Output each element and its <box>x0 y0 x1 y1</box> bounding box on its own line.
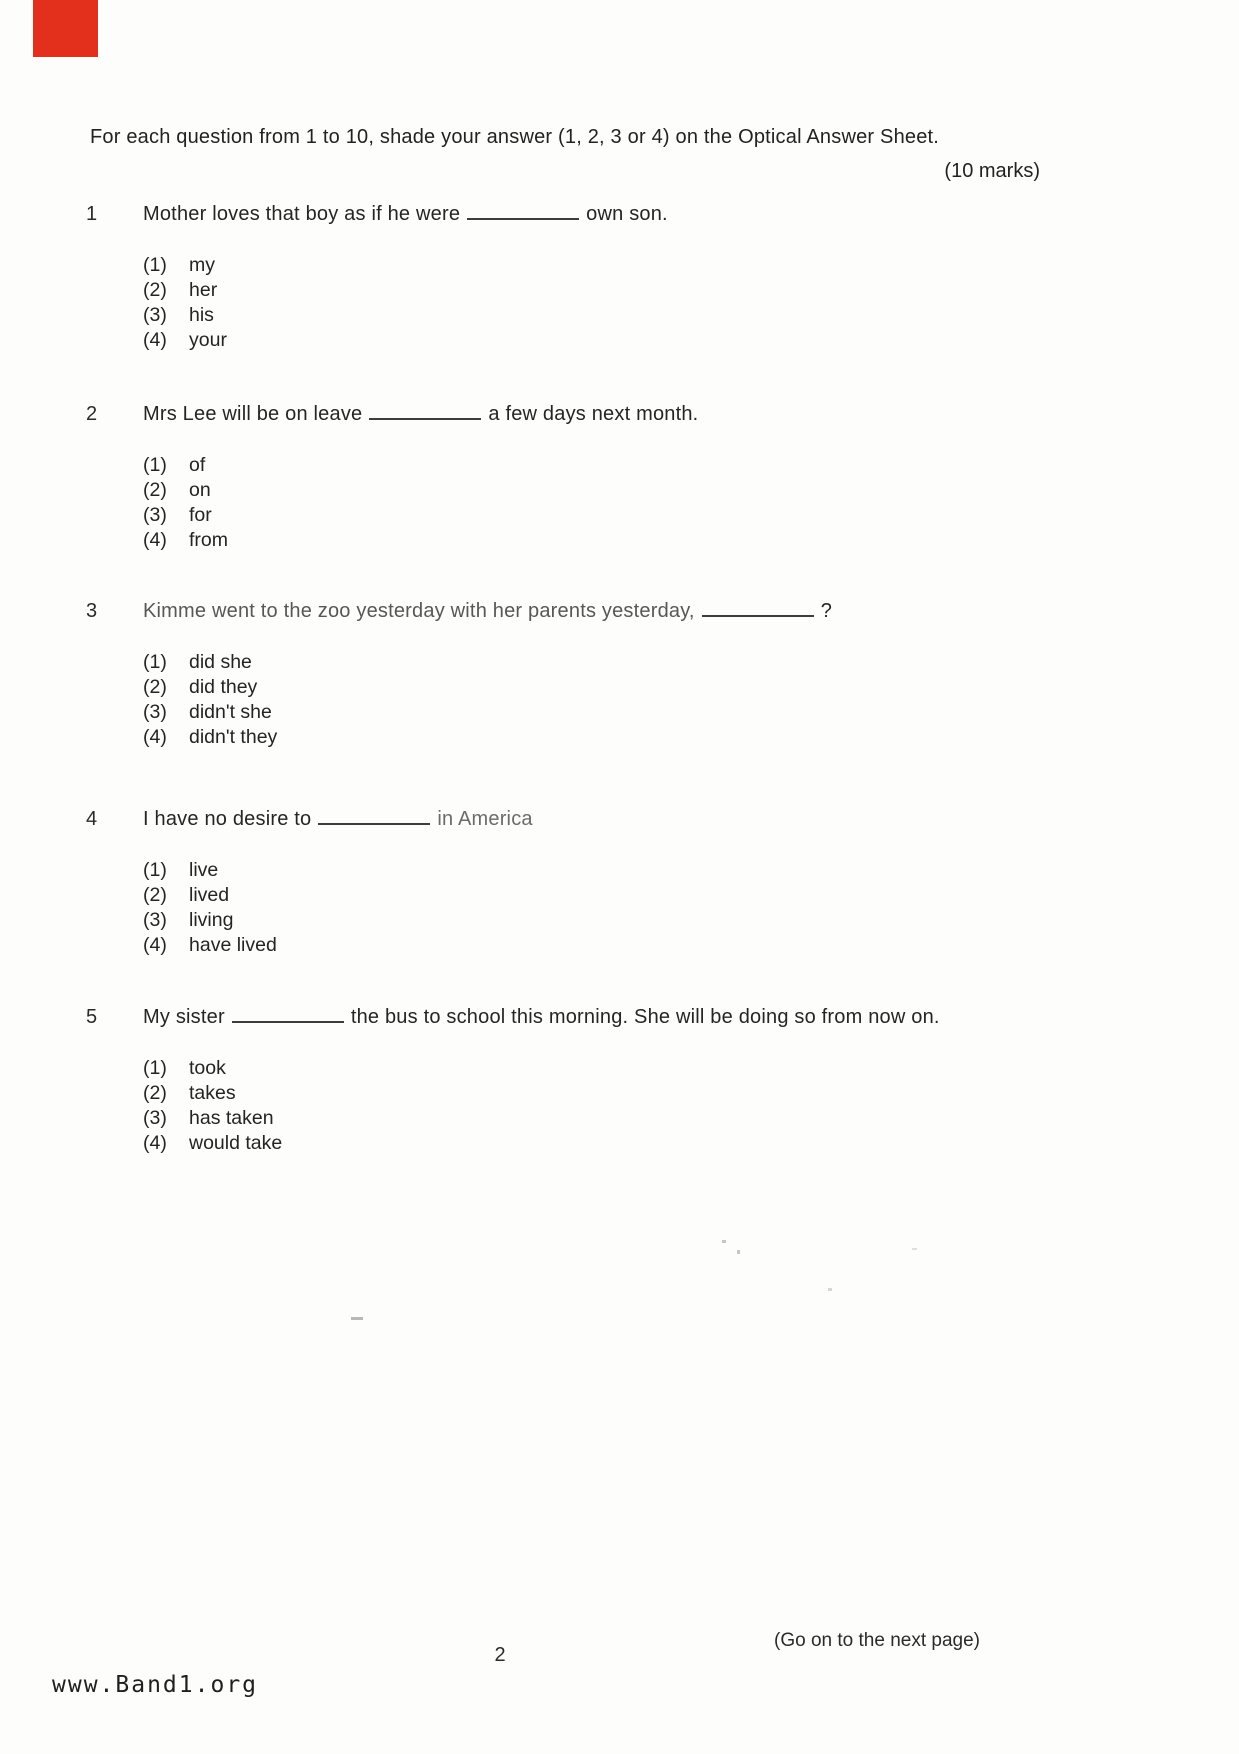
question-text-after: own son. <box>586 203 668 225</box>
option-text: from <box>189 529 228 551</box>
question-text <box>143 600 832 623</box>
option-row <box>143 503 1176 528</box>
question-number: 5 <box>86 1006 98 1028</box>
option-text: did she <box>189 651 252 673</box>
answer-blank <box>232 1018 344 1023</box>
option-text: would take <box>189 1132 283 1154</box>
scan-speck <box>828 1288 832 1291</box>
options-list <box>143 253 1176 353</box>
question-text-before: Mrs Lee will be on leave <box>143 403 363 425</box>
options-list <box>143 453 1176 553</box>
question-text-before: I have no desire to <box>143 808 312 830</box>
question-text <box>143 808 533 831</box>
question-5 <box>86 1006 1176 1156</box>
question-text <box>143 203 668 226</box>
question-text-after: ? <box>820 600 833 622</box>
option-label: (4) <box>143 1132 167 1154</box>
option-text: her <box>189 279 218 301</box>
option-text: did they <box>189 676 258 698</box>
option-row <box>143 1131 1176 1156</box>
option-label: (1) <box>143 1057 167 1079</box>
question-number: 2 <box>86 403 98 425</box>
question-2 <box>86 403 1176 553</box>
option-text: takes <box>189 1082 236 1104</box>
scan-artifact-red <box>33 0 98 57</box>
option-label: (4) <box>143 934 167 956</box>
option-label: (4) <box>143 529 167 551</box>
option-row <box>143 1081 1176 1106</box>
question-3 <box>86 600 1176 750</box>
option-row <box>143 328 1176 353</box>
option-label: (3) <box>143 1107 167 1129</box>
marks-label: (10 marks) <box>944 160 1040 182</box>
option-text: my <box>189 254 215 276</box>
option-row <box>143 1106 1176 1131</box>
option-label: (2) <box>143 1082 167 1104</box>
option-row <box>143 675 1176 700</box>
option-row <box>143 253 1176 278</box>
question-text-after: a few days next month. <box>488 403 699 425</box>
question-number: 1 <box>86 203 98 225</box>
option-row <box>143 453 1176 478</box>
answer-blank <box>318 820 430 825</box>
option-text: his <box>189 304 214 326</box>
question-text-after: the bus to school this morning. She will be doing so from now on. <box>350 1006 940 1028</box>
option-label: (4) <box>143 726 167 748</box>
option-row <box>143 528 1176 553</box>
option-text: your <box>189 329 227 351</box>
instruction-text: For each question from 1 to 10, shade your answer (1, 2, 3 or 4) on the Optical Answer Sheet. <box>90 126 940 148</box>
option-label: (2) <box>143 479 167 501</box>
option-text: live <box>189 859 219 881</box>
option-text: living <box>189 909 234 931</box>
question-number: 3 <box>86 600 98 622</box>
page-number: 2 <box>494 1644 506 1666</box>
question-text-after: in America <box>437 808 533 830</box>
options-list <box>143 1056 1176 1156</box>
option-text: for <box>189 504 212 526</box>
question-text-before: My sister <box>143 1006 225 1028</box>
option-row <box>143 650 1176 675</box>
option-row <box>143 478 1176 503</box>
option-label: (3) <box>143 504 167 526</box>
option-label: (3) <box>143 909 167 931</box>
option-text: didn't they <box>189 726 278 748</box>
question-1 <box>86 203 1176 353</box>
option-text: didn't she <box>189 701 272 723</box>
option-row <box>143 933 1176 958</box>
option-row <box>143 303 1176 328</box>
question-text <box>143 403 698 426</box>
option-text: lived <box>189 884 230 906</box>
answer-blank <box>702 612 814 617</box>
option-text: took <box>189 1057 226 1079</box>
answer-blank <box>467 215 579 220</box>
option-text: on <box>189 479 211 501</box>
option-label: (2) <box>143 884 167 906</box>
option-row <box>143 883 1176 908</box>
option-label: (2) <box>143 279 167 301</box>
option-text: of <box>189 454 206 476</box>
option-label: (1) <box>143 651 167 673</box>
answer-blank <box>369 415 481 420</box>
scan-speck <box>737 1250 740 1254</box>
option-row <box>143 278 1176 303</box>
option-row <box>143 700 1176 725</box>
option-label: (1) <box>143 454 167 476</box>
option-row <box>143 725 1176 750</box>
option-label: (4) <box>143 329 167 351</box>
question-4 <box>86 808 1176 958</box>
options-list <box>143 650 1176 750</box>
question-number: 4 <box>86 808 98 830</box>
next-page-note: (Go on to the next page) <box>774 1630 980 1651</box>
scan-speck <box>722 1240 726 1243</box>
option-label: (3) <box>143 304 167 326</box>
option-label: (1) <box>143 859 167 881</box>
option-row <box>143 858 1176 883</box>
option-row <box>143 1056 1176 1081</box>
options-list <box>143 858 1176 958</box>
option-row <box>143 908 1176 933</box>
scan-speck <box>351 1317 363 1320</box>
question-text <box>143 1006 940 1029</box>
option-label: (2) <box>143 676 167 698</box>
scan-speck <box>912 1248 917 1250</box>
watermark-url: www.Band1.org <box>52 1672 259 1698</box>
option-label: (3) <box>143 701 167 723</box>
option-text: has taken <box>189 1107 274 1129</box>
question-text-before: Mother loves that boy as if he were <box>143 203 461 225</box>
option-text: have lived <box>189 934 277 956</box>
option-label: (1) <box>143 254 167 276</box>
question-text-before: Kimme went to the zoo yesterday with her parents yesterday, <box>143 600 695 622</box>
